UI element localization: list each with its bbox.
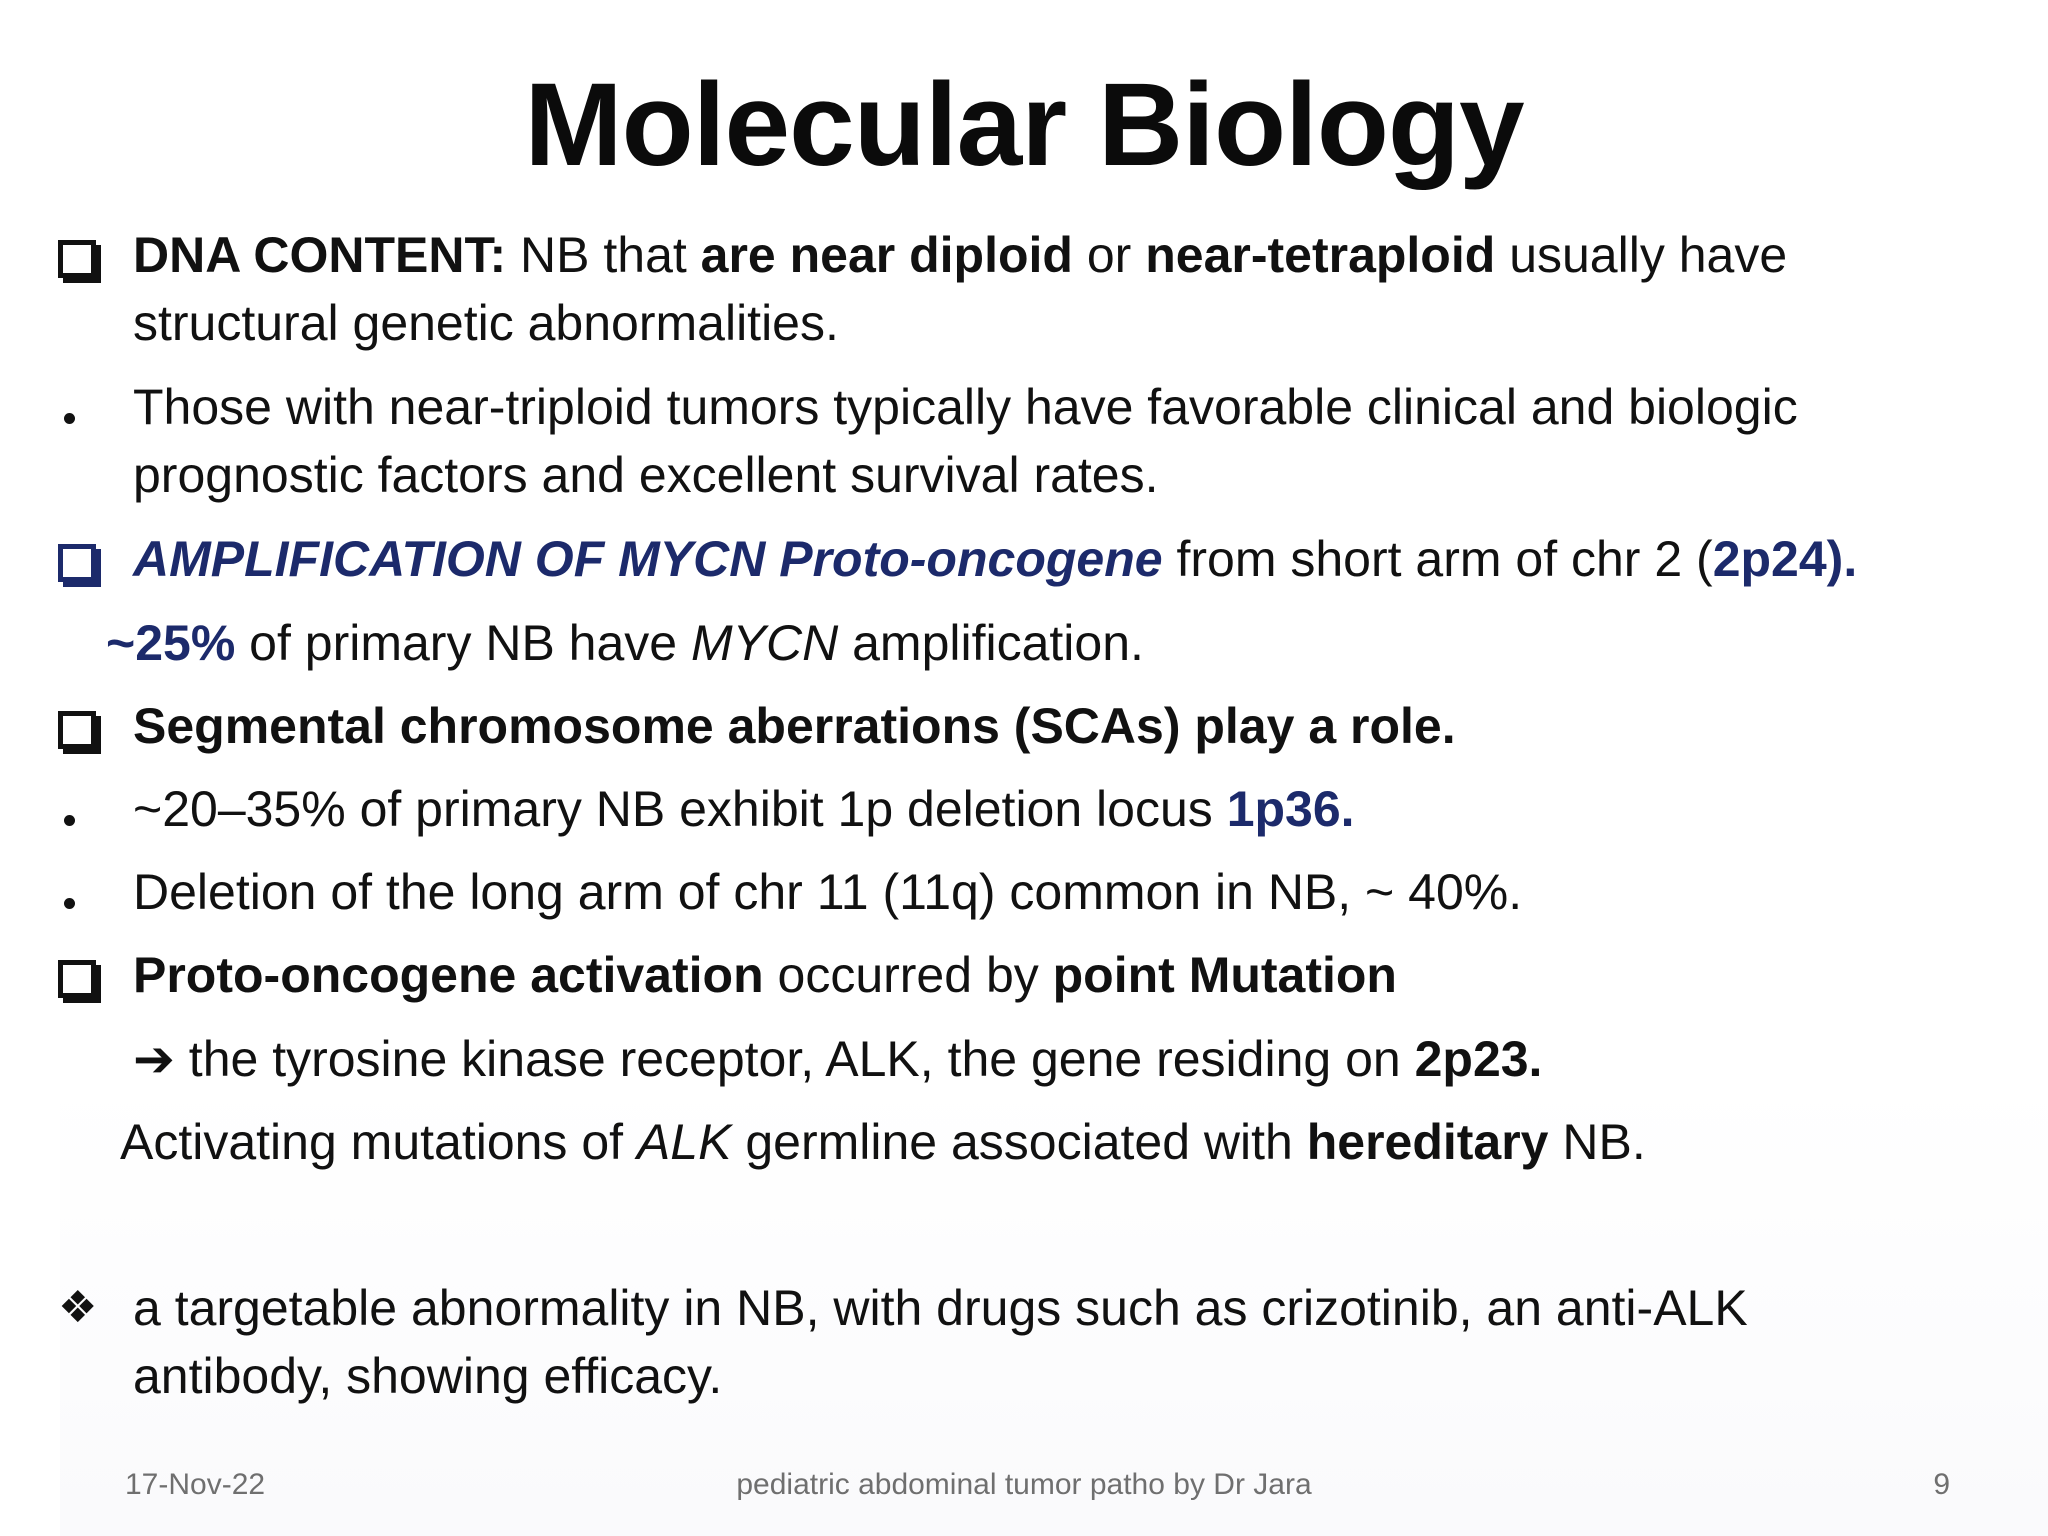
slide: Molecular Biology DNA CONTENT: NB that are near diploid or near-tetraploid usually have structural genetic abnormalities. Those with near-triploid tumors typically have favorable clinical and biologic prognostic factors and excellent survival rates. AMPLIFICATION OF MYCN Proto-oncogene from short arm of chr 2 (2p24). ~25% of primary NB have MYCN amplification. Segmental chromosome aberrations (SCAs) play a role. ~20–35% of primary NB exhibit 1p deletion locus 1p36. Deletion of the long arm of chr 11 (11q) common in NB, ~ 40%. Proto-oncogene activation occurred by point Mutation ➔ the tyrosine kinase receptor, ALK, the gene residing on 2p23. Activating mutations of ALK germline associated with hereditary NB. ❖ a targetable abnormality in NB, with drugs such as crizotinib, an anti-ALK antibody, showing efficacy. 17-Nov-22 pediatric abdominal tumor patho by Dr Jara 9 <box>0 0 2048 1536</box>
footer-date: 17-Nov-22 <box>125 1468 266 1501</box>
bullet-dot-icon <box>58 857 108 927</box>
dna-content-text: DNA CONTENT: NB that are near diploid or near-tetraploid usually have <box>133 227 1788 283</box>
locus-2p23: 2p23. <box>1414 1031 1543 1087</box>
footer-title: pediatric abdominal tumor patho by Dr Jara <box>736 1468 1312 1501</box>
checkbox-bullet-icon <box>58 524 108 600</box>
bullet-dot-icon <box>58 774 108 844</box>
checkbox-bullet-icon <box>58 940 108 1016</box>
slide-title: Molecular Biology <box>524 59 1524 191</box>
four-diamond-bullet-icon: ❖ <box>58 1283 98 1332</box>
mycn-label: AMPLIFICATION OF MYCN Proto-oncogene <box>133 531 1163 587</box>
right-arrow-icon: ➔ <box>133 1031 175 1087</box>
slide-number: 9 <box>1933 1468 1950 1501</box>
mycn-percentage: ~25% <box>106 615 236 671</box>
dna-label: DNA CONTENT: <box>133 227 507 283</box>
sca-heading: Segmental chromosome aberrations (SCAs) play a role. <box>133 698 1456 754</box>
bullet-dot-icon <box>58 372 108 442</box>
locus-1p36: 1p36. <box>1226 781 1355 837</box>
checkbox-bullet-icon <box>58 220 108 296</box>
checkbox-bullet-icon <box>58 691 108 767</box>
mycn-locus: 2p24). <box>1712 531 1858 587</box>
